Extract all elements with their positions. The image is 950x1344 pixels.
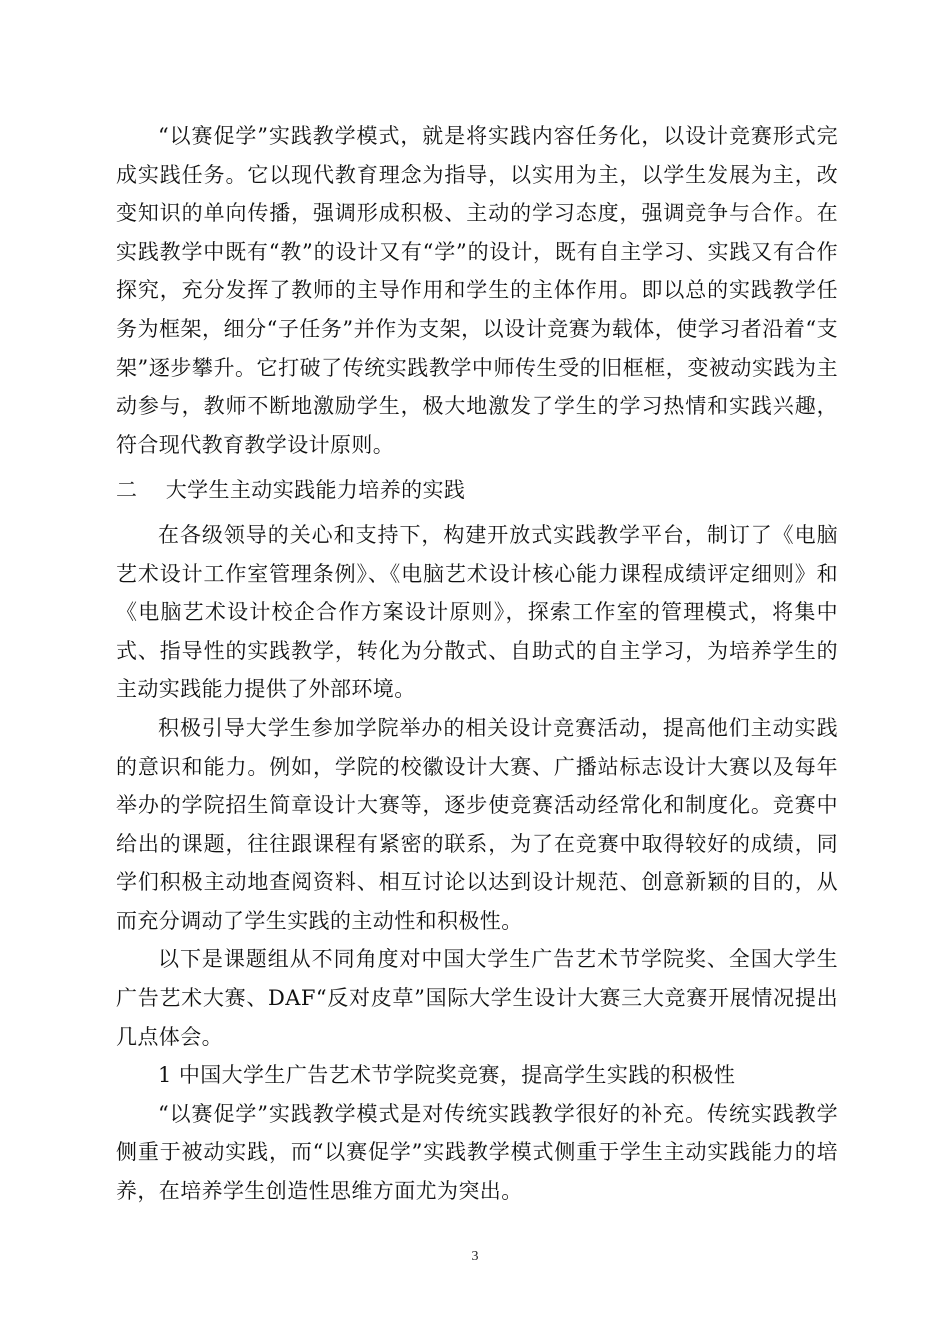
subheading-academy-award: 1 中国大学生广告艺术节学院奖竞赛，提高学生实践的积极性 — [158, 1063, 736, 1088]
paragraph-intro: “以赛促学”实践教学模式，就是将实践内容任务化，以设计竞赛形式完成实践任务。它以现代教育理念为指导，以实用为主，以学生发展为主，改变知识的单向传播，强调形成积极、主动的学习态度，强调竞争与合作。在实践教学中既有“教”的设计又有“学”的设计，既有自主学习、实践又有合作探究，充分发挥了教师的主导作用和学生的主体作用。即以总的实践教学任务为框架，细分“子任务”并作为支架，以设计竞赛为载体，使学习者沿着“支架”逐步攀升。它打破了传统实践教学中师传生受的旧框框，变被动实践为主动参与，教师不断地激励学生，极大地激发了学生的学习热情和实践兴趣，符合现代教育教学设计原则。 — [116, 124, 838, 457]
paragraph-teaching-mode: “以赛促学”实践教学模式是对传统实践教学很好的补充。传统实践教学侧重于被动实践，而“以赛促学”实践教学模式侧重于学生主动实践能力的培养，在培养学生创造性思维方面尤为突出。 — [116, 1101, 838, 1204]
paragraph-competitions: 积极引导大学生参加学院举办的相关设计竞赛活动，提高他们主动实践的意识和能力。例如，学院的校徽设计大赛、广播站标志设计大赛以及每年举办的学院招生简章设计大赛等，逐步使竞赛活动经常化和制度化。竞赛中给出的课题，往往跟课程有紧密的联系，为了在竞赛中取得较好的成绩，同学们积极主动地查阅资料、相互讨论以达到设计规范、创意新颖的目的，从而充分调动了学生实践的主动性和积极性。 — [116, 715, 838, 933]
page-number: 3 — [471, 1249, 479, 1264]
paragraph-platform: 在各级领导的关心和支持下，构建开放式实践教学平台，制订了《电脑艺术设计工作室管理条例》、《电脑艺术设计核心能力课程成绩评定细则》和《电脑艺术设计校企合作方案设计原则》，探索工作室的管理模式，将集中式、指导性的实践教学，转化为分散式、自助式的自主学习，为培养学生的主动实践能力提供了外部环境。 — [116, 522, 838, 702]
paragraph-insights: 以下是课题组从不同角度对中国大学生广告艺术节学院奖、全国大学生广告艺术大赛、DAF“反对皮草”国际大学生设计大赛三大竞赛开展情况提出几点体会。 — [116, 947, 838, 1049]
page-body — [116, 117, 838, 1211]
section-heading: 二 大学生主动实践能力培养的实践 — [116, 478, 466, 503]
